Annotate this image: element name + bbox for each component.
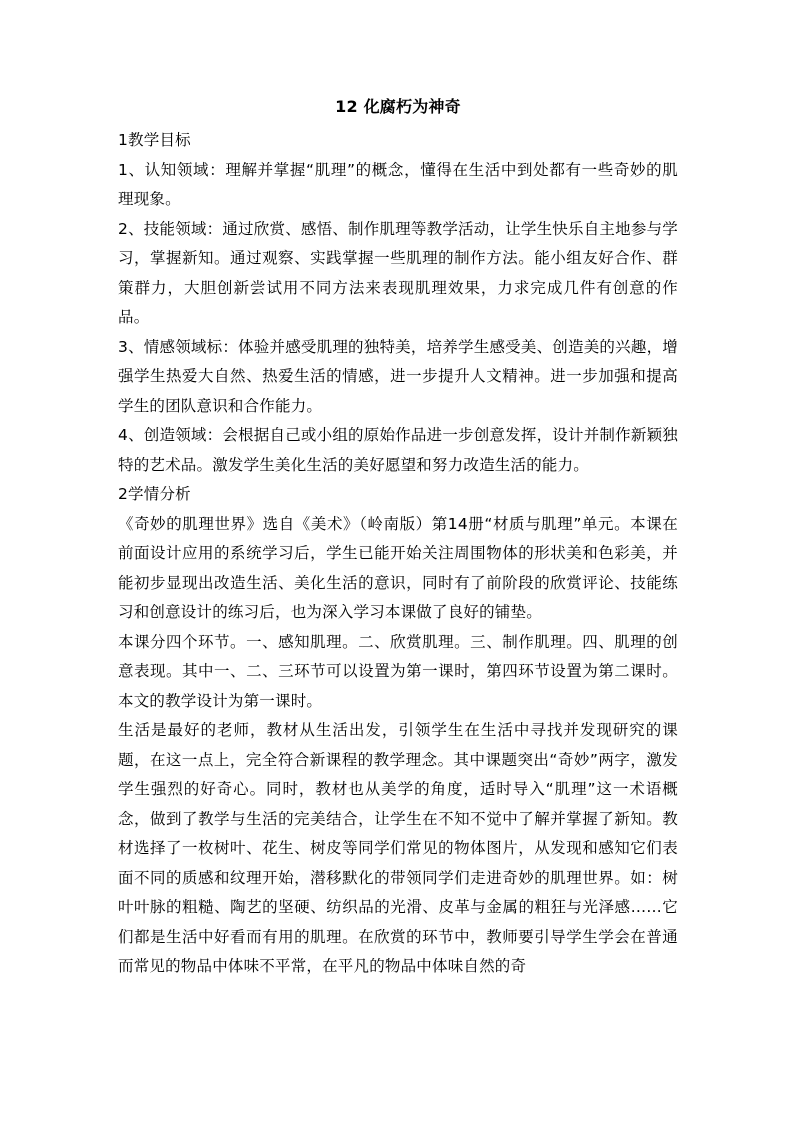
section-heading-learner-analysis: 2学情分析: [118, 485, 191, 503]
section-heading-teaching-goals: 1教学目标: [118, 131, 191, 149]
paragraph-cognitive-domain: 1、认知领域：理解并掌握“肌理”的概念，懂得在生活中到处都有一些奇妙的肌理现象。: [118, 160, 678, 208]
document-body: [118, 92, 678, 982]
paragraph-skill-domain: 2、技能领域：通过欣赏、感悟、制作肌理等教学活动，让学生快乐自主地参与学习，掌握新知。通过观察、实践掌握一些肌理的制作方法。能小组友好合作、群策群力，大胆创新尝试用不同方法来表现肌理效果，力求完成几件有创意的作品。: [118, 219, 678, 326]
paragraph-creative-domain: 4、创造领域：会根据自己或小组的原始作品进一步创意发挥，设计并制作新颖独特的艺术品。激发学生美化生活的美好愿望和努力改造生活的能力。: [118, 426, 678, 474]
paragraph-lesson-structure: 本课分四个环节。一、感知肌理。二、欣赏肌理。三、制作肌理。四、肌理的创意表现。其中一、二、三环节可以设置为第一课时，第四环节设置为第二课时。本文的教学设计为第一课时。: [118, 632, 678, 710]
paragraph-emotion-domain: 3、情感领域标：体验并感受肌理的独特美，培养学生感受美、创造美的兴趣，增强学生热爱大自然、热爱生活的情感，进一步提升人文精神。进一步加强和提高学生的团队意识和合作能力。: [118, 337, 678, 415]
document-title: 12 化腐朽为神奇: [335, 97, 461, 116]
paragraph-textbook-source: 《奇妙的肌理世界》选自《美术》（岭南版）第14册“材质与肌理”单元。本课在前面设计应用的系统学习后，学生已能开始关注周围物体的形状美和色彩美，并能初步显现出改造生活、美化生活的意识，同时有了前阶段的欣赏评论、技能练习和创意设计的练习后，也为深入学习本课做了良好的铺垫。: [118, 514, 678, 621]
paragraph-life-teacher: 生活是最好的老师，教材从生活出发，引领学生在生活中寻找并发现研究的课题，在这一点上，完全符合新课程的教学理念。其中课题突出“奇妙”两字，激发学生强烈的好奇心。同时，教材也从美学的角度，适时导入“肌理”这一术语概念，做到了教学与生活的完美结合，让学生在不知不觉中了解并掌握了新知。教材选择了一枚树叶、花生、树皮等同学们常见的物体图片，从发现和感知它们表面不同的质感和纹理开始，潜移默化的带领同学们走进奇妙的肌理世界。如：树叶叶脉的粗糙、陶艺的坚硬、纺织品的光滑、皮革与金属的粗狂与光泽感……它们都是生活中好看而有用的肌理。在欣赏的环节中，教师要引导学生学会在普通而常见的物品中体味不平常，在平凡的物品中体味自然的奇: [118, 721, 678, 975]
